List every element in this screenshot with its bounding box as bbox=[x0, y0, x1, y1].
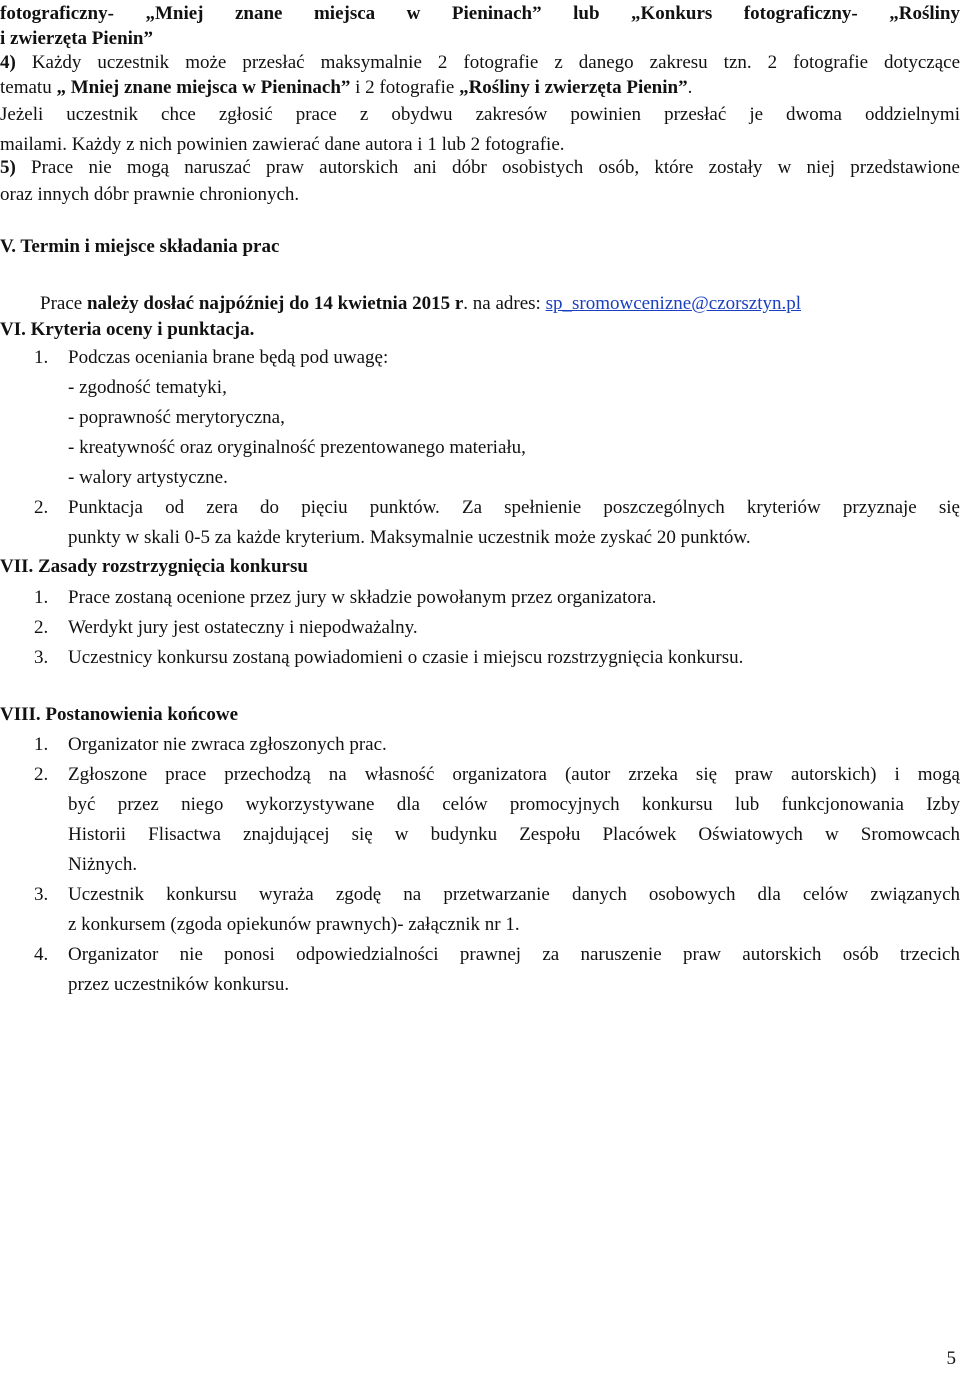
line-1 bbox=[0, 2, 960, 26]
item-number: 2. bbox=[34, 497, 49, 518]
text: fotograficzny- bbox=[0, 3, 114, 24]
text: i 2 fotografie bbox=[350, 77, 460, 98]
text: lub bbox=[573, 3, 600, 24]
criteria-item-1 bbox=[34, 346, 960, 370]
category-1: „ Mniej znane miejsca w Pieninach” bbox=[56, 77, 351, 98]
text: Podczas oceniania brane będą pod uwagę: bbox=[68, 347, 389, 368]
section-heading-v: V. Termin i miejsce składania prac bbox=[0, 236, 280, 257]
section-heading-vii: VII. Zasady rozstrzygnięcia konkursu bbox=[0, 556, 308, 577]
line-16: punkty w skali 0-5 za każde kryterium. Maksymalnie uczestnik może zyskać 20 punktów. bbox=[68, 527, 751, 548]
line-8: oraz innych dóbr prawnie chronionych. bbox=[0, 184, 300, 205]
text: Punktacja od zera do pięciu punktów. Za spełnienie poszczególnych kryteriów przyznaje się bbox=[68, 497, 960, 518]
deadline-line bbox=[40, 292, 960, 316]
text: miejsca bbox=[313, 3, 376, 24]
item-number: 4. bbox=[34, 944, 49, 965]
email-link[interactable]: sp_sromowcenizne@czorsztyn.pl bbox=[545, 293, 802, 314]
rule-5 bbox=[0, 156, 960, 180]
text: . na adres: bbox=[463, 293, 546, 314]
section-heading-vi: VI. Kryteria oceny i punktacja. bbox=[0, 319, 255, 340]
text: Werdykt jury jest ostateczny i niepodważalny. bbox=[68, 617, 418, 638]
item-number: 3. bbox=[34, 647, 49, 668]
final-item-2 bbox=[34, 763, 960, 787]
text: „Konkurs bbox=[631, 3, 713, 24]
item-number: 1. bbox=[34, 347, 49, 368]
text: Każdy uczestnik może przesłać maksymalnie 2 fotografie z danego zakresu tzn. 2 fotografie dotyczące bbox=[15, 52, 960, 73]
line-22: być przez niego wykorzystywane dla celów promocyjnych konkursu lub funkcjonowania Izby bbox=[68, 794, 960, 815]
final-item-4 bbox=[34, 943, 960, 967]
line-28: przez uczestników konkursu. bbox=[68, 974, 290, 995]
text: Prace zostaną ocenione przez jury w składzie powołanym przez organizatora. bbox=[68, 587, 657, 608]
text: fotograficzny- bbox=[743, 3, 858, 24]
item-number: 2. bbox=[34, 764, 49, 785]
criteria-item-2 bbox=[34, 496, 960, 520]
line-6: mailami. Każdy z nich powinien zawierać dane autora i 1 lub 2 fotografie. bbox=[0, 134, 565, 155]
rule-number: 4) bbox=[0, 52, 16, 73]
item-number: 3. bbox=[34, 884, 49, 905]
line-5: Jeżeli uczestnik chce zgłosić prace z obydwu zakresów powinien przesłać je dwoma oddzielnymi bbox=[0, 104, 960, 125]
item-number: 2. bbox=[34, 617, 49, 638]
rule-item-2 bbox=[34, 616, 960, 640]
section-heading-viii: VIII. Postanowienia końcowe bbox=[0, 704, 239, 725]
criterion: - zgodność tematyki, bbox=[68, 377, 227, 398]
text: „Rośliny bbox=[889, 3, 960, 24]
line-24: Niżnych. bbox=[68, 854, 138, 875]
item-number: 1. bbox=[34, 734, 49, 755]
rule-4 bbox=[0, 51, 960, 75]
final-item-1 bbox=[34, 733, 960, 757]
rule-number: 5) bbox=[0, 157, 16, 178]
text: w bbox=[406, 3, 421, 24]
text: Organizator nie ponosi odpowiedzialności prawnej za naruszenie praw autorskich osób trzecich bbox=[68, 944, 960, 965]
deadline: należy dosłać najpóźniej do 14 kwietnia 2015 r bbox=[86, 293, 464, 314]
text: Pieninach” bbox=[451, 3, 542, 24]
text: znane bbox=[234, 3, 283, 24]
final-item-3 bbox=[34, 883, 960, 907]
text: tematu bbox=[0, 77, 57, 98]
text: Organizator nie zwraca zgłoszonych prac. bbox=[68, 734, 387, 755]
text: Uczestnik konkursu wyraża zgodę na przetwarzanie danych osobowych dla celów związanych bbox=[68, 884, 960, 905]
line-4 bbox=[0, 76, 960, 100]
criterion: - poprawność merytoryczna, bbox=[68, 407, 285, 428]
line-2: i zwierzęta Pienin” bbox=[0, 28, 154, 49]
criterion: - walory artystyczne. bbox=[68, 467, 228, 488]
text: Uczestnicy konkursu zostaną powiadomieni o czasie i miejscu rozstrzygnięcia konkursu. bbox=[68, 647, 744, 668]
text: Prace bbox=[40, 293, 87, 314]
item-number: 1. bbox=[34, 587, 49, 608]
page-number: 5 bbox=[946, 1348, 956, 1369]
category-2: „Rośliny i zwierzęta Pienin” bbox=[459, 77, 688, 98]
text: Zgłoszone prace przechodzą na własność organizatora (autor zrzeka się praw autorskich) i mogą bbox=[68, 764, 960, 785]
rule-item-3 bbox=[34, 646, 960, 670]
text: . bbox=[687, 77, 693, 98]
criterion: - kreatywność oraz oryginalność prezentowanego materiału, bbox=[68, 437, 526, 458]
text: Prace nie mogą naruszać praw autorskich ani dóbr osobistych osób, które zostały w niej przedstawione bbox=[15, 157, 960, 178]
rule-item-1 bbox=[34, 586, 960, 610]
line-26: z konkursem (zgoda opiekunów prawnych)- załącznik nr 1. bbox=[68, 914, 520, 935]
line-23: Historii Flisactwa znajdującej się w budynku Zespołu Placówek Oświatowych w Sromowcach bbox=[68, 824, 960, 845]
text: „Mniej bbox=[145, 3, 204, 24]
